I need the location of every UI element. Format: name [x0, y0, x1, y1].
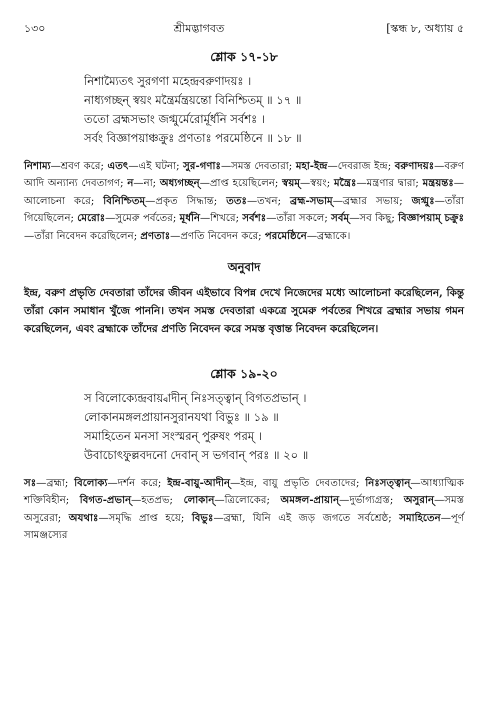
synonym-word: মন্ত্রয়ন্তঃ [422, 177, 454, 190]
synonym-meaning: —স্বয়ং; [300, 178, 334, 190]
synonym-meaning: —তাঁরা সকলে; [266, 213, 332, 225]
synonym-word: ততঃ [226, 194, 247, 207]
verse-line: স বিলোক্যেন্দ্রবায়্বাদীন্ নিঃসত্ত্বান্ বিগতপ্রভান্ । [84, 391, 307, 406]
synonym-meaning: —সমৃদ্ধি প্রাপ্ত হয়ে; [98, 512, 192, 524]
synonyms-17-18 [24, 158, 464, 245]
synonym-word: অযথাঃ [68, 511, 99, 524]
synonym-word: সমাহিতেন [399, 511, 441, 524]
verse-line: উবাচোৎফুল্লবদনো দেবান্ স ভগবান্ পরঃ ॥ ২০ ॥ [84, 448, 309, 463]
synonym-word: এতৎ [107, 160, 129, 172]
synonym-meaning: —শিখরে; [200, 213, 243, 225]
synonym-meaning: —ইন্দ্র, বায়ু প্রভৃতি দেবতাদের; [230, 478, 366, 490]
synonym-word: সুর-গণাঃ [183, 160, 221, 172]
synonym-meaning: —ব্রহ্মা, যিনি এই জড় জগতে সর্বশ্রেষ্ঠ; [213, 512, 400, 524]
verse-text-17-18 [24, 72, 464, 148]
synonym-word: জগ্মুঃ [411, 194, 435, 207]
synonym-meaning: —দর্শন করে; [107, 478, 168, 490]
synonym-word: প্রণতাঃ [140, 229, 171, 242]
synonym-word: অসুরান্ [403, 494, 435, 507]
synonym-meaning: —শ্রবণ করে; [50, 161, 108, 172]
synonym-word: অধ্যগচ্ছন্ [159, 177, 200, 190]
synonym-word: স্বয়ম্ [282, 177, 300, 190]
chapter-location: [স্কন্ধ ৮, অধ্যায় ৫ [386, 22, 464, 35]
synonym-word: বিগত-প্রভান্ [79, 494, 132, 507]
synonym-meaning: —দুর্ভাগ্যগ্রস্ত; [339, 495, 404, 507]
synonym-meaning: —তাঁরা গিয়েছিলেন; [24, 195, 464, 225]
synonym-meaning: —সব কিছু; [349, 213, 399, 225]
synonym-meaning: —ত্রিলোকের; [214, 495, 281, 507]
synonym-meaning: —সমস্ত দেবতারা; [220, 161, 296, 172]
synonym-word: মন্ত্রৈঃ [333, 177, 357, 190]
synonym-word: বরুণাদয়ঃ [394, 160, 435, 172]
synonym-word: লোকান্ [183, 494, 215, 507]
synonym-word: মেরোঃ [77, 212, 106, 225]
page [24, 20, 464, 545]
synonym-meaning: —এই ঘটনা; [128, 161, 184, 172]
verse-line: ততো ব্রহ্মসভাং জগ্মুর্মেরোর্মূর্ধনি সর্বশঃ । [84, 112, 265, 126]
synonym-meaning: —না; [133, 178, 160, 190]
synonym-word: অমঙ্গল-প্রায়ান্ [280, 494, 340, 507]
verse-title-17-18: শ্লোক ১৭-১৮ [210, 49, 278, 64]
page-header [24, 20, 464, 39]
verse-title-19-20: শ্লোক ১৯-২০ [210, 366, 278, 382]
translation-heading: অনুবাদ [227, 260, 261, 275]
synonym-meaning: —পূর্ণ সামঞ্জস্যের [24, 512, 464, 542]
synonym-word: নিঃসত্ত্বান্ [365, 477, 411, 490]
synonym-meaning: —প্রাপ্ত হয়েছিলেন; [199, 178, 283, 190]
synonym-word: মহা-ইন্দ্র [295, 160, 328, 172]
synonym-meaning: —ব্রহ্মার সভায়; [332, 195, 412, 207]
synonym-word: সর্বশঃ [242, 212, 267, 225]
synonym-meaning: —তখন; [246, 195, 290, 207]
synonym-word: ব্রহ্ম-সভাম্ [290, 194, 333, 207]
synonym-word: ইন্দ্র-বায়ু-আদীন্ [167, 477, 231, 490]
synonym-word: বিনিশ্চিতম্ [103, 194, 146, 207]
synonym-word: বিলোক্য [74, 477, 108, 490]
synonym-meaning: —বরুণ আদি অন্যান্য দেবতাগণ; [24, 161, 464, 190]
synonym-word: বিজ্ঞাপয়াম্ চক্রুঃ [398, 212, 465, 225]
synonym-word: বিভুঃ [191, 511, 214, 524]
book-title: শ্রীমদ্ভাগবত [173, 22, 225, 35]
synonym-meaning: —মন্ত্রণার দ্বারা; [356, 178, 423, 190]
verse-line: সর্বং বিজ্ঞাপয়াঞ্চক্রুঃ প্রণতাঃ পরমেষ্ঠিনে ॥ ১৮ ॥ [84, 131, 302, 145]
verse-line: নাধ্যগচ্ছন্ স্বয়ং মন্ত্রৈর্মন্ত্রয়ন্তো বিনিশ্চিতম্ ॥ ১৭ ॥ [84, 93, 302, 107]
synonym-meaning: —আলোচনা করে; [24, 178, 464, 207]
synonym-meaning: —দেবরাজ ইন্দ্র; [327, 161, 395, 172]
synonym-meaning: —আধ্যাত্মিক শক্তিবিহীন; [24, 478, 464, 507]
synonym-meaning: —প্রকৃত সিদ্ধান্ত; [145, 195, 227, 207]
synonym-meaning: —সুমেরু পর্বতের; [105, 213, 180, 225]
synonym-meaning: —ব্রহ্মা; [36, 478, 75, 490]
synonym-meaning: —ব্রহ্মাকে। [306, 230, 351, 242]
synonym-word: নিশাম্য [24, 160, 51, 172]
verse-line: সমাহিতেন মনসা সংস্মরন্ পুরুষং পরম্ । [84, 429, 262, 444]
synonym-word: সঃ [24, 477, 37, 490]
verse-text-19-20 [24, 389, 464, 465]
translation-text: ইন্দ্র, বরুণ প্রভৃতি দেবতারা তাঁদের জীবন এইভাবে বিপন্ন দেখে নিজেদের মধ্যে আলোচনা করেছিলেন, কিন্তু তাঁরা কোন সমাধান খুঁজে পাননি। তখন সমস্ত দেবতারা একত্রে সুমেরু পর্বতের শিখরে ব্রহ্মার সভায় গমন করেছিলেন, এবং ব্রহ্মাকে তাঁদের প্রণতি নিবেদন করে সমস্ত বৃত্তান্ত নিবেদন করেছিলেন। [24, 287, 464, 336]
synonym-meaning: —প্রণতি নিবেদন করে; [170, 230, 265, 242]
synonym-word: ন [127, 177, 134, 190]
synonyms-19-20 [24, 475, 464, 545]
synonym-word: পরমেষ্ঠিনে [264, 229, 307, 242]
synonym-word: সর্বম্ [331, 212, 350, 225]
synonym-meaning: —তাঁরা নিবেদন করেছিলেন; [24, 230, 141, 242]
synonym-meaning: —সমস্ত অসুরেরা; [24, 495, 464, 524]
synonym-word: মূর্ধনি [179, 212, 201, 225]
verse-line: নিশাম্যৈতৎ সুরগণা মহেন্দ্রবরুণাদয়ঃ । [84, 74, 252, 88]
verse-line: লোকানমঙ্গলপ্রায়ানসুরানযথা বিভুঃ ॥ ১৯ ॥ [84, 410, 279, 425]
synonym-meaning: —হতপ্রভ; [131, 495, 184, 507]
page-number: ১৩০ [24, 22, 46, 35]
